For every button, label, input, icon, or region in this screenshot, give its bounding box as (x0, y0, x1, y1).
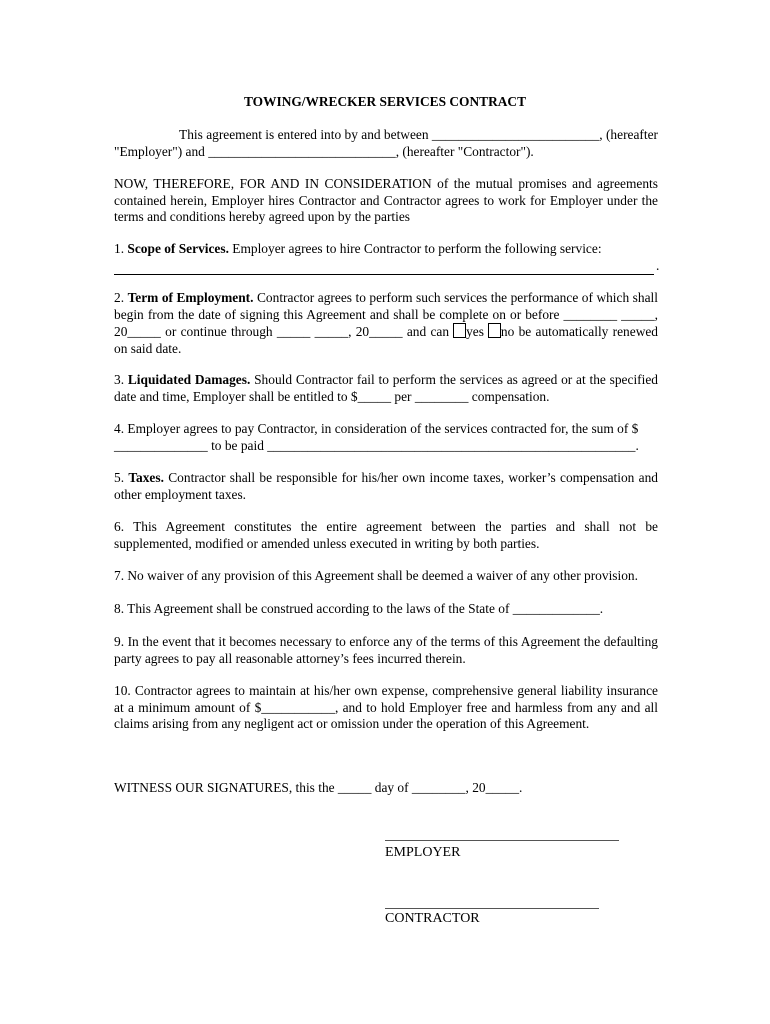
section-10-insurance: 10. Contractor agrees to maintain at his/her own expense, comprehensive general liability insurance at a minimum amount of $___________, and to hold Employer free and harmless from any and all claims arising from any negligent act or omission under the operation of this Agreement. (114, 683, 658, 731)
section-2-term: 2. Term of Employment. Contractor agrees to perform such services the performance of which shall begin from the date of signing this Agreement and shall be complete on or before ________ _____, 20_____ or continue through _____ _____, 20_____ and can yes no be automatically renewed on said date. (114, 290, 659, 356)
section-6-entire-agreement: 6. This Agreement constitutes the entire agreement between the parties and shall not be supplemented, modified or amended unless executed in writing by both parties. (114, 519, 658, 551)
section-7-waiver: 7. No waiver of any provision of this Agreement shall be deemed a waiver of any other provision. (114, 568, 638, 583)
yes-checkbox[interactable] (453, 323, 466, 338)
section-1-line: 1. Scope of Services. Employer agrees to hire Contractor to perform the following service: (114, 241, 602, 256)
section-5-heading: Taxes. (128, 470, 164, 485)
document-title: TOWING/WRECKER SERVICES CONTRACT (243, 94, 527, 109)
intro-line-2: "Employer") and ____________________________, (hereafter "Contractor"). (114, 143, 534, 159)
section-3-liquidated-damages: 3. Liquidated Damages. Should Contractor fail to perform the services as agreed or at the specified date and time, Employer shall be entitled to $_____ per ________ compensation. (114, 372, 658, 404)
section-5-taxes: 5. Taxes. Contractor shall be responsible for his/her own income taxes, worker’s compensation and other employment taxes. (114, 470, 658, 502)
contractor-label: CONTRACTOR (385, 911, 480, 926)
section-4-line-2: ______________ to be paid _______________________________________________________. (114, 437, 639, 453)
section-4-line-1: 4. Employer agrees to pay Contractor, in consideration of the services contracted for, the sum of $ (114, 421, 639, 436)
yes-label: yes (466, 324, 484, 339)
intro-paragraph (114, 127, 658, 160)
section-9-attorney-fees: 9. In the event that it becomes necessary to enforce any of the terms of this Agreement the defaulting party agrees to pay all reasonable attorney’s fees incurred therein. (114, 634, 658, 666)
section-1-scope (114, 241, 658, 275)
no-label: no (500, 324, 515, 339)
section-8-governing-law: 8. This Agreement shall be construed according to the laws of the State of _____________. (114, 601, 604, 616)
section-1-heading: Scope of Services. (127, 241, 229, 256)
witness-line: WITNESS OUR SIGNATURES, this the _____ day of ________, 20_____. (114, 780, 523, 795)
no-checkbox[interactable] (488, 323, 501, 338)
employer-label: EMPLOYER (385, 845, 461, 860)
section-3-heading: Liquidated Damages. (127, 372, 251, 387)
section-2-heading: Term of Employment. (127, 290, 254, 305)
employer-signature-line[interactable] (385, 840, 619, 841)
scope-blank-line[interactable]: . (114, 258, 658, 275)
contractor-signature-line[interactable] (385, 908, 599, 909)
intro-line-1: This agreement is entered into by and between _________________________, (hereafter (179, 127, 658, 142)
section-4-payment (114, 421, 658, 454)
now-therefore-paragraph: NOW, THEREFORE, FOR AND IN CONSIDERATION of the mutual promises and agreements contained herein, Employer hires Contractor and Contractor agrees to work for Employer under the terms and conditions hereby agreed upon by the parties (114, 176, 658, 224)
